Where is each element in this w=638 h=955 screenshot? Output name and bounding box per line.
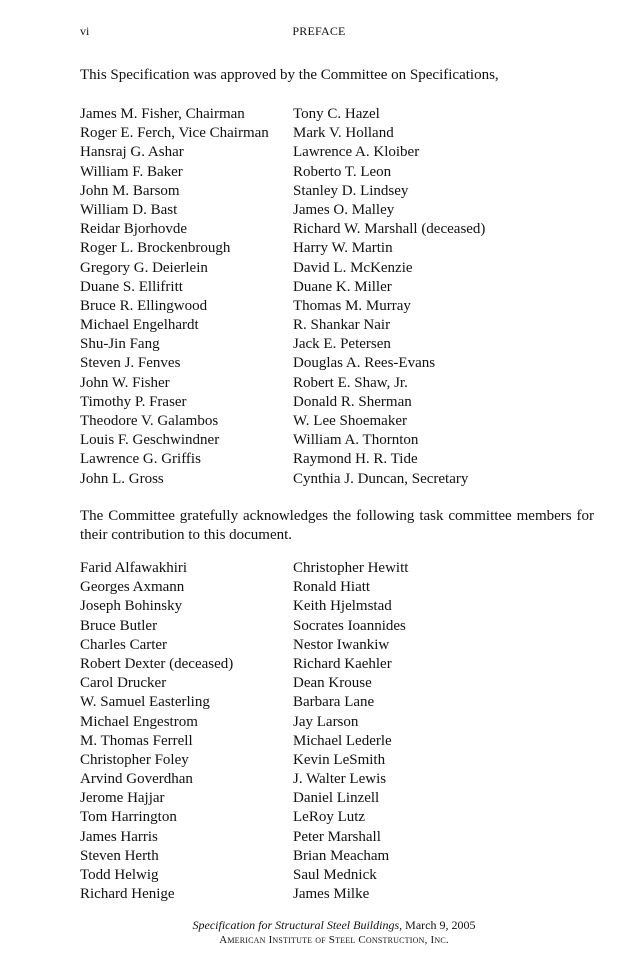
member-name: James O. Malley xyxy=(293,201,395,218)
member-name: Roberto T. Leon xyxy=(293,163,392,180)
member-name: William F. Baker xyxy=(80,163,183,180)
page-number: vi xyxy=(80,24,90,38)
member-name: Donald R. Sherman xyxy=(293,393,412,410)
member-name: Barbara Lane xyxy=(293,694,375,711)
member-name: Keith Hjelmstad xyxy=(293,598,392,615)
member-name: Timothy P. Fraser xyxy=(80,393,187,410)
member-name: Gregory G. Deierlein xyxy=(80,259,208,276)
member-name: Richard Kaehler xyxy=(293,655,392,672)
member-name: Todd Helwig xyxy=(80,867,159,883)
member-name: Steven J. Fenves xyxy=(80,355,181,372)
member-name: Tom Harrington xyxy=(80,809,177,826)
member-name: Arvind Goverdhan xyxy=(80,771,193,788)
member-name: John M. Barsom xyxy=(80,182,180,199)
member-name: W. Lee Shoemaker xyxy=(293,413,407,429)
member-name: Richard Henige xyxy=(80,886,175,903)
member-name: Jay Larson xyxy=(293,713,359,730)
member-name: Theodore V. Galambos xyxy=(80,413,219,429)
member-name: Shu-Jin Fang xyxy=(80,336,160,353)
member-name: William D. Bast xyxy=(80,201,178,218)
member-name: Roger E. Ferch, Vice Chairman xyxy=(80,125,269,142)
member-name: Lawrence A. Kloiber xyxy=(293,144,420,161)
running-head: PREFACE xyxy=(292,24,346,38)
member-name: Bruce Butler xyxy=(80,617,158,634)
member-name: Roger L. Brockenbrough xyxy=(80,240,231,257)
task-committee-list-left xyxy=(80,559,233,904)
acknowledgement-paragraph: The Committee gratefully acknowledges the following task committee members for their contribution to this document. xyxy=(80,508,594,543)
member-name: Thomas M. Murray xyxy=(293,297,411,314)
member-name: R. Shankar Nair xyxy=(293,317,391,334)
member-name: Harry W. Martin xyxy=(293,240,393,257)
member-name: Tony C. Hazel xyxy=(293,106,380,122)
intro-paragraph: This Specification was approved by the Committee on Specifications, xyxy=(80,67,499,83)
member-name: Farid Alfawakhiri xyxy=(80,560,188,576)
member-name: David L. McKenzie xyxy=(293,259,413,276)
member-name: Raymond H. R. Tide xyxy=(293,451,418,468)
footer-publisher: American Institute of Steel Construction, Inc. xyxy=(219,934,449,946)
footer-citation xyxy=(0,918,638,933)
member-name: Duane K. Miller xyxy=(293,278,392,295)
member-name: John W. Fisher xyxy=(80,374,170,391)
member-name: Jerome Hajjar xyxy=(80,790,165,807)
member-name: Reidar Bjorhovde xyxy=(80,221,188,238)
member-name: Georges Axmann xyxy=(80,579,185,596)
member-name: Jack E. Petersen xyxy=(293,336,391,353)
member-name: John L. Gross xyxy=(80,470,164,487)
member-name: James Harris xyxy=(80,828,158,845)
member-name: Christopher Foley xyxy=(80,751,189,768)
member-name: Robert Dexter (deceased) xyxy=(80,655,234,672)
member-name: William A. Thornton xyxy=(293,432,419,449)
member-name: Peter Marshall xyxy=(293,828,381,845)
member-name: Socrates Ioannides xyxy=(293,617,406,634)
member-name: Saul Mednick xyxy=(293,867,377,883)
member-name: J. Walter Lewis xyxy=(293,771,387,788)
member-name: Carol Drucker xyxy=(80,675,167,692)
member-name: James M. Fisher, Chairman xyxy=(80,106,245,122)
member-name: Dean Krouse xyxy=(293,675,372,692)
member-name: Kevin LeSmith xyxy=(293,751,386,768)
member-name: Daniel Linzell xyxy=(293,790,380,807)
member-name: Duane S. Ellifritt xyxy=(80,278,183,295)
member-name: James Milke xyxy=(293,886,370,903)
member-name: Joseph Bohinsky xyxy=(80,598,183,615)
footer-date: March 9, 2005 xyxy=(405,918,476,932)
member-name: W. Samuel Easterling xyxy=(80,694,210,711)
member-name: Ronald Hiatt xyxy=(293,579,371,596)
member-name: Hansraj G. Ashar xyxy=(80,144,184,161)
member-name: Stanley D. Lindsey xyxy=(293,182,409,199)
member-name: Mark V. Holland xyxy=(293,125,394,142)
member-name: Richard W. Marshall (deceased) xyxy=(293,221,486,238)
member-name: Michael Engelhardt xyxy=(80,317,199,334)
member-name: Christopher Hewitt xyxy=(293,560,409,576)
member-name: Michael Engestrom xyxy=(80,713,198,730)
member-name: Michael Lederle xyxy=(293,732,392,749)
member-name: Robert E. Shaw, Jr. xyxy=(293,374,408,391)
member-name: Steven Herth xyxy=(80,847,159,864)
footer-title: Specification for Structural Steel Buildings, xyxy=(192,918,403,932)
member-name: M. Thomas Ferrell xyxy=(80,732,193,749)
member-name: LeRoy Lutz xyxy=(293,809,366,826)
committee-list-left xyxy=(80,105,269,489)
committee-list-right xyxy=(293,105,485,489)
member-name: Cynthia J. Duncan, Secretary xyxy=(293,470,469,487)
member-name: Bruce R. Ellingwood xyxy=(80,297,208,314)
member-name: Lawrence G. Griffis xyxy=(80,451,201,468)
member-name: Louis F. Geschwindner xyxy=(80,432,220,449)
task-committee-list-right xyxy=(293,559,408,904)
member-name: Charles Carter xyxy=(80,636,168,653)
member-name: Brian Meacham xyxy=(293,847,390,864)
member-name: Nestor Iwankiw xyxy=(293,636,390,653)
member-name: Douglas A. Rees-Evans xyxy=(293,355,436,372)
